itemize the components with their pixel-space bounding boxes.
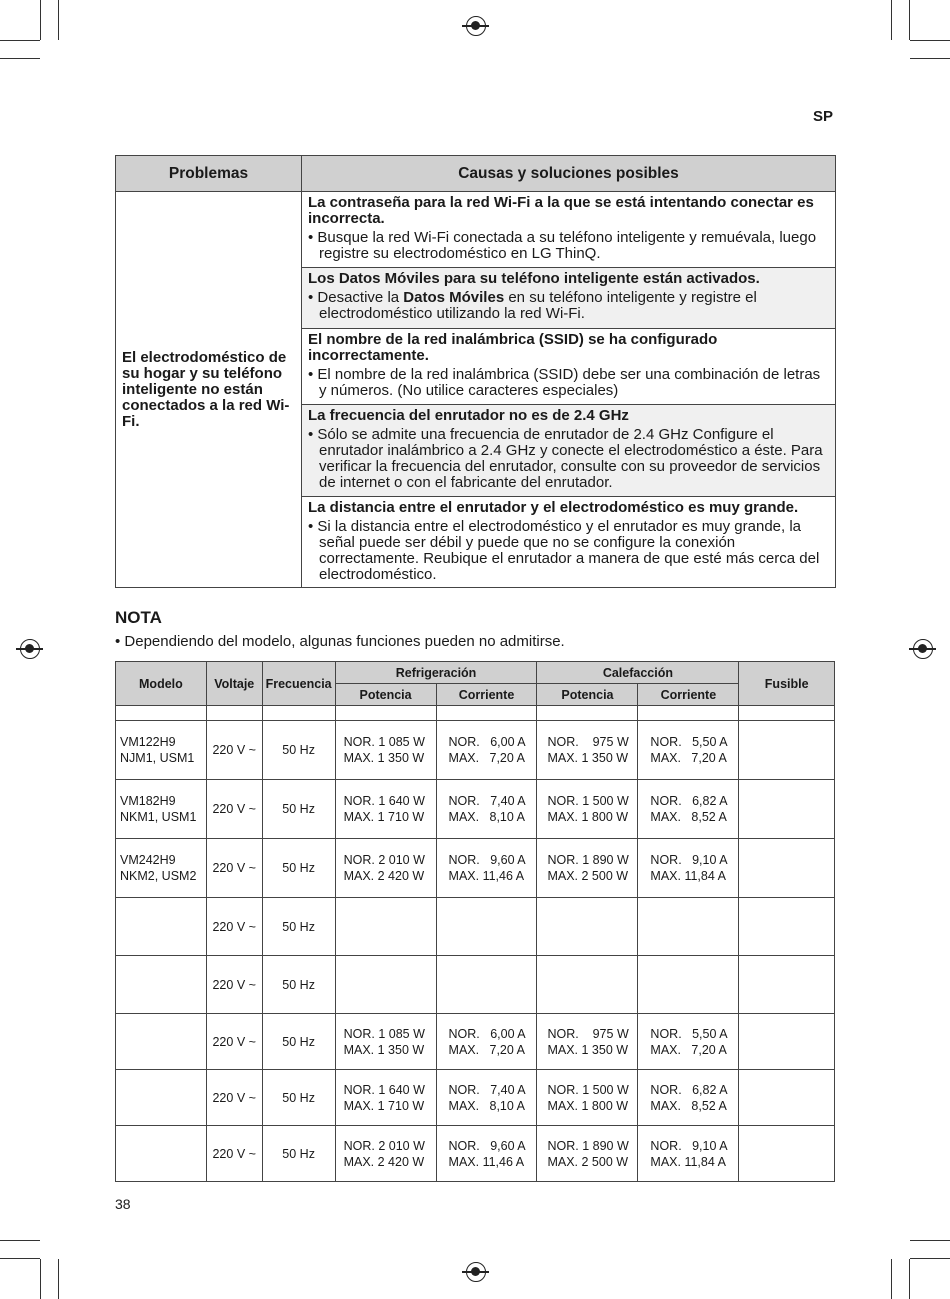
- frequency-cell: 50 Hz: [262, 956, 335, 1014]
- heating-power-cell: NOR. 975 W MAX. 1 350 W: [537, 1014, 638, 1070]
- solution-text: en su teléfono inteligente y registre el electrodoméstico utilizando la red Wi-Fi.: [319, 289, 757, 322]
- table-row: [116, 1014, 835, 1070]
- cooling-current-cell: NOR. 6,00 A MAX. 7,20 A: [436, 721, 537, 780]
- column-header-current: Corriente: [638, 684, 739, 706]
- fuse-cell: [739, 1014, 835, 1070]
- cause-title: La distancia entre el enrutador y el electrodoméstico es muy grande.: [308, 499, 799, 516]
- specifications-table: [115, 661, 835, 1182]
- cause-solution: • Busque la red Wi-Fi conectada a su teléfono inteligente y remuévala, luego registre su electrodoméstico en LG ThinQ.: [308, 229, 817, 262]
- crop-mark: [0, 40, 40, 41]
- table-row: [116, 839, 835, 898]
- table-row: [116, 898, 835, 956]
- solution-bold-text: Datos Móviles: [403, 289, 505, 306]
- frequency-cell: 50 Hz: [262, 1014, 335, 1070]
- crop-mark: [0, 1240, 40, 1241]
- heating-power-cell: [537, 956, 638, 1014]
- frequency-cell: 50 Hz: [262, 839, 335, 898]
- heating-current-cell: [638, 898, 739, 956]
- cooling-current-cell: [436, 956, 537, 1014]
- cooling-current-cell: NOR. 9,60 A MAX. 11,46 A: [436, 1126, 537, 1182]
- voltage-cell: 220 V ~: [206, 1014, 262, 1070]
- fuse-cell: [739, 721, 835, 780]
- crop-mark: [58, 1259, 59, 1299]
- voltage-cell: 220 V ~: [206, 780, 262, 839]
- column-header-cooling: Refrigeración: [335, 662, 537, 684]
- cooling-current-cell: NOR. 7,40 A MAX. 8,10 A: [436, 780, 537, 839]
- cooling-current-cell: [436, 898, 537, 956]
- language-code: SP: [813, 108, 834, 125]
- column-header-frequency: Frecuencia: [262, 662, 335, 706]
- cause-solution: • Sólo se admite una frecuencia de enrutador de 2.4 GHz Configure el enrutador inalámbrico a 2.4 GHz y conecte el electrodoméstico a éste. Para verificar la frecuencia del enrutador, consulte con su proveedor de servicios de internet o con el fabricante del enrutador.: [308, 426, 823, 491]
- model-cell: [116, 1126, 207, 1182]
- cooling-current-cell: NOR. 7,40 A MAX. 8,10 A: [436, 1070, 537, 1126]
- fuse-cell: [739, 898, 835, 956]
- voltage-cell: 220 V ~: [206, 956, 262, 1014]
- frequency-cell: 50 Hz: [262, 1126, 335, 1182]
- column-header-problems: Problemas: [116, 156, 302, 192]
- cause-title: La contraseña para la red Wi-Fi a la que se está intentando conectar es incorrecta.: [308, 194, 814, 227]
- cause-cell: [302, 405, 836, 497]
- column-header-current: Corriente: [436, 684, 537, 706]
- cause-cell: [302, 329, 836, 405]
- cooling-power-cell: NOR. 1 640 W MAX. 1 710 W: [335, 780, 436, 839]
- cooling-current-cell: NOR. 6,00 A MAX. 7,20 A: [436, 1014, 537, 1070]
- registration-mark-icon: [466, 16, 486, 36]
- heating-power-cell: NOR. 1 890 W MAX. 2 500 W: [537, 839, 638, 898]
- column-header-voltage: Voltaje: [206, 662, 262, 706]
- crop-mark: [910, 1240, 950, 1241]
- frequency-cell: 50 Hz: [262, 898, 335, 956]
- heating-power-cell: NOR. 1 890 W MAX. 2 500 W: [537, 1126, 638, 1182]
- column-header-fuse: Fusible: [739, 662, 835, 706]
- heating-current-cell: NOR. 5,50 A MAX. 7,20 A: [638, 721, 739, 780]
- table-row: [116, 780, 835, 839]
- table-row: [116, 956, 835, 1014]
- table-row: [116, 1126, 835, 1182]
- registration-mark-icon: [466, 1262, 486, 1282]
- column-header-model: Modelo: [116, 662, 207, 706]
- crop-mark: [0, 58, 40, 59]
- model-cell: [116, 898, 207, 956]
- table-row: [116, 1070, 835, 1126]
- cooling-power-cell: NOR. 1 085 W MAX. 1 350 W: [335, 721, 436, 780]
- model-cell: VM182H9 NKM1, USM1: [116, 780, 207, 839]
- cause-cell: [302, 192, 836, 268]
- model-cell: VM242H9 NKM2, USM2: [116, 839, 207, 898]
- frequency-cell: 50 Hz: [262, 721, 335, 780]
- cause-cell: [302, 497, 836, 588]
- page-number: 38: [115, 1196, 131, 1212]
- crop-mark: [40, 1259, 41, 1299]
- solution-text: • Desactive la: [308, 289, 404, 306]
- note-title: NOTA: [115, 608, 162, 627]
- heating-current-cell: NOR. 5,50 A MAX. 7,20 A: [638, 1014, 739, 1070]
- registration-mark-icon: [913, 639, 933, 659]
- heating-current-cell: NOR. 6,82 A MAX. 8,52 A: [638, 1070, 739, 1126]
- crop-mark: [909, 0, 910, 40]
- fuse-cell: [739, 1126, 835, 1182]
- frequency-cell: 50 Hz: [262, 780, 335, 839]
- note-text: • Dependiendo del modelo, algunas funciones pueden no admitirse.: [115, 633, 565, 650]
- column-header-heating: Calefacción: [537, 662, 739, 684]
- cooling-power-cell: [335, 898, 436, 956]
- column-header-power: Potencia: [537, 684, 638, 706]
- table-row: [116, 721, 835, 780]
- model-cell: VM122H9 NJM1, USM1: [116, 721, 207, 780]
- cooling-power-cell: NOR. 2 010 W MAX. 2 420 W: [335, 1126, 436, 1182]
- crop-mark: [909, 1259, 910, 1299]
- model-cell: [116, 956, 207, 1014]
- cause-solution: • Si la distancia entre el electrodoméstico y el enrutador es muy grande, la señal puede ser débil y puede que no se configure la conexión correctamente. Reubique el enrutador a manera de que esté más cerca del electrodoméstico.: [308, 518, 820, 583]
- heating-current-cell: NOR. 6,82 A MAX. 8,52 A: [638, 780, 739, 839]
- heating-power-cell: NOR. 1 500 W MAX. 1 800 W: [537, 780, 638, 839]
- column-header-power: Potencia: [335, 684, 436, 706]
- troubleshooting-table: [115, 155, 836, 588]
- crop-mark: [0, 1258, 40, 1259]
- heating-current-cell: NOR. 9,10 A MAX. 11,84 A: [638, 839, 739, 898]
- fuse-cell: [739, 956, 835, 1014]
- fuse-cell: [739, 780, 835, 839]
- model-cell: [116, 1014, 207, 1070]
- voltage-cell: 220 V ~: [206, 898, 262, 956]
- voltage-cell: 220 V ~: [206, 1070, 262, 1126]
- cause-title: Los Datos Móviles para su teléfono inteligente están activados.: [308, 270, 760, 287]
- crop-mark: [891, 1259, 892, 1299]
- crop-mark: [910, 1258, 950, 1259]
- heating-current-cell: [638, 956, 739, 1014]
- crop-mark: [910, 58, 950, 59]
- voltage-cell: 220 V ~: [206, 1126, 262, 1182]
- crop-mark: [40, 0, 41, 40]
- voltage-cell: 220 V ~: [206, 721, 262, 780]
- heating-power-cell: NOR. 1 500 W MAX. 1 800 W: [537, 1070, 638, 1126]
- model-cell: [116, 1070, 207, 1126]
- heating-power-cell: [537, 898, 638, 956]
- fuse-cell: [739, 1070, 835, 1126]
- crop-mark: [891, 0, 892, 40]
- cause-solution: [308, 290, 829, 322]
- voltage-cell: 220 V ~: [206, 839, 262, 898]
- registration-mark-icon: [20, 639, 40, 659]
- cooling-power-cell: NOR. 1 640 W MAX. 1 710 W: [335, 1070, 436, 1126]
- cause-solution: • El nombre de la red inalámbrica (SSID) debe ser una combinación de letras y números. (No utilice caracteres especiales): [308, 366, 821, 399]
- cooling-power-cell: NOR. 1 085 W MAX. 1 350 W: [335, 1014, 436, 1070]
- crop-mark: [58, 0, 59, 40]
- column-header-causes: Causas y soluciones posibles: [302, 156, 836, 192]
- heating-power-cell: NOR. 975 W MAX. 1 350 W: [537, 721, 638, 780]
- cause-cell: [302, 268, 836, 329]
- fuse-cell: [739, 839, 835, 898]
- cause-title: El nombre de la red inalámbrica (SSID) se ha configurado incorrectamente.: [308, 331, 718, 364]
- cooling-power-cell: NOR. 2 010 W MAX. 2 420 W: [335, 839, 436, 898]
- cause-title: La frecuencia del enrutador no es de 2.4 GHz: [308, 407, 629, 424]
- cooling-power-cell: [335, 956, 436, 1014]
- frequency-cell: 50 Hz: [262, 1070, 335, 1126]
- cooling-current-cell: NOR. 9,60 A MAX. 11,46 A: [436, 839, 537, 898]
- crop-mark: [910, 40, 950, 41]
- problem-cell: El electrodoméstico de su hogar y su teléfono inteligente no están conectados a la red Wi-Fi.: [116, 192, 302, 588]
- heating-current-cell: NOR. 9,10 A MAX. 11,84 A: [638, 1126, 739, 1182]
